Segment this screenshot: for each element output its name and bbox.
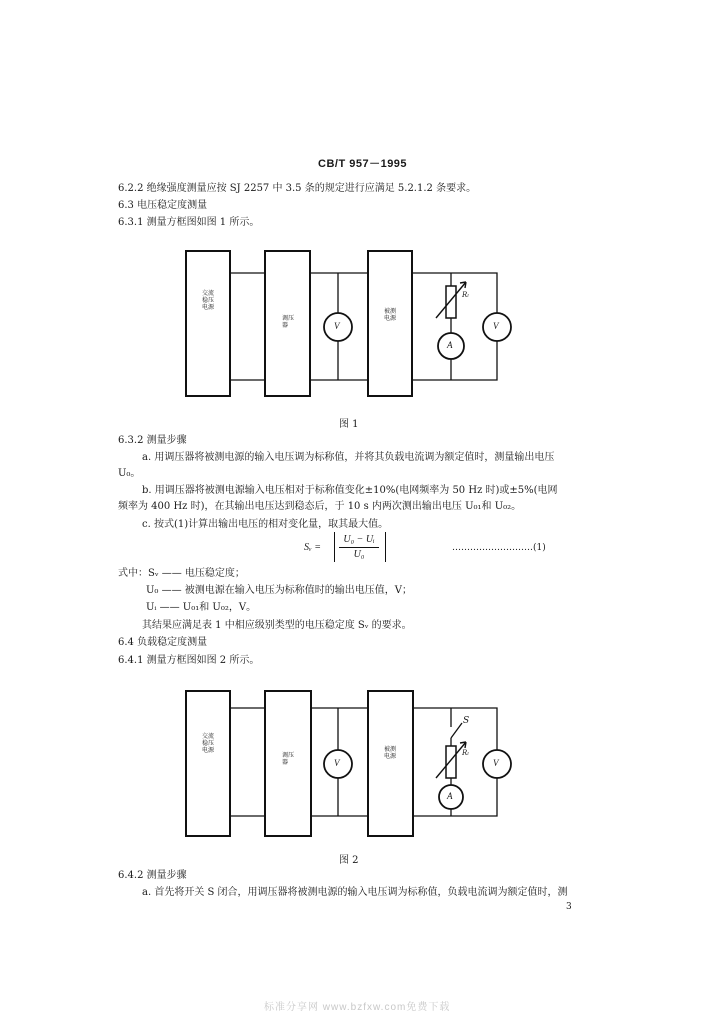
switch-s xyxy=(451,723,462,738)
figure-1-caption: 图 1 xyxy=(339,419,359,430)
fig2-dut-label: 被测电源 xyxy=(384,746,397,760)
fig2-variable-resistor xyxy=(446,746,456,778)
fig1-resistor-label: Rₗ xyxy=(462,291,469,299)
fig2-dut-box xyxy=(368,691,413,836)
clause-6-3-2-a-line2: U₀。 xyxy=(118,468,141,479)
page-number: 3 xyxy=(566,902,572,912)
clause-6-3-2-c: c. 按式(1)计算出输出电压的相对变化量，取其最大值。 xyxy=(142,519,389,530)
fig2-regulator-label: 调压器 xyxy=(282,752,295,766)
fig2-ammeter-label: A xyxy=(447,791,453,801)
formula-lhs: Sᵥ = xyxy=(304,542,322,553)
standard-code: CB/T 957－1995 xyxy=(318,158,408,170)
fig2-voltmeter-2-label: V xyxy=(493,758,499,768)
clause-6-3-1: 6.3.1 测量方框图如图 1 所示。 xyxy=(118,217,260,228)
fig1-source-label: 交流稳压电源 xyxy=(202,290,215,311)
fig2-switch-label: S xyxy=(463,716,470,726)
clause-6-4-heading: 6.4 负载稳定度测量 xyxy=(118,637,208,648)
definition-ui: Uᵢ —— U₀₁和 U₀₂，V。 xyxy=(146,602,257,613)
formula-numerator: U₀ − Uᵢ xyxy=(343,534,375,545)
fig2-source-label: 交流稳压电源 xyxy=(202,733,215,754)
fig2-wire-source-regulator xyxy=(230,708,265,816)
fig2-resistor-label: Rₗ xyxy=(462,749,469,757)
fig1-voltmeter-1-label: V xyxy=(334,321,340,331)
formula-denominator: U₀ xyxy=(353,549,365,560)
fig1-ammeter-label: A xyxy=(447,340,453,350)
clause-6-3-2-b-line2: 频率为 400 Hz 时)，在其输出电压达到稳态后，于 10 s 内两次测出输出电压 U₀₁和 U₀₂。 xyxy=(118,501,522,512)
clause-6-3-2-a-line1: a. 用调压器将被测电源的输入电压调为标称值，并将其负载电流调为额定值时，测量输出电压 xyxy=(142,452,555,463)
fig2-source-box xyxy=(186,691,230,836)
clause-6-3-2-b-line1: b. 用调压器将被测电源输入电压相对于标称值变化±10%(电网频率为 50 Hz 时)或±5%(电网 xyxy=(142,485,558,496)
definition-u0: U₀ —— 被测电源在输入电压为标称值时的输出电压值，V； xyxy=(146,585,413,596)
fig1-regulator-label: 调压器 xyxy=(282,315,295,329)
clause-6-3-heading: 6.3 电压稳定度测量 xyxy=(118,200,208,211)
fig2-voltmeter-1-label: V xyxy=(334,758,340,768)
fig1-dut-label: 被测电源 xyxy=(384,308,397,322)
clause-6-4-2: 6.4.2 测量步骤 xyxy=(118,870,187,881)
fig1-voltmeter-2-label: V xyxy=(493,321,499,331)
clause-6-4-1: 6.4.1 测量方框图如图 2 所示。 xyxy=(118,655,260,666)
definition-intro: 式中：Sᵥ —— 电压稳定度； xyxy=(118,568,245,579)
watermark-footer: 标准分享网 www.bzfxw.com免费下载 xyxy=(264,1002,451,1013)
formula-number: ………………………(1) xyxy=(452,543,546,553)
clause-6-4-2-a: a. 首先将开关 S 闭合，用调压器将被测电源的输入电压调为标称值，负载电流调为额定值时，测 xyxy=(142,887,568,898)
result-requirement: 其结果应满足表 1 中相应级别类型的电压稳定度 Sᵥ 的要求。 xyxy=(142,620,412,631)
clause-6-2-2: 6.2.2 绝缘强度测量应按 SJ 2257 中 3.5 条的规定进行应满足 5.2.1.2 条要求。 xyxy=(118,183,477,194)
clause-6-3-2: 6.3.2 测量步骤 xyxy=(118,435,187,446)
figure-2-caption: 图 2 xyxy=(339,855,359,866)
